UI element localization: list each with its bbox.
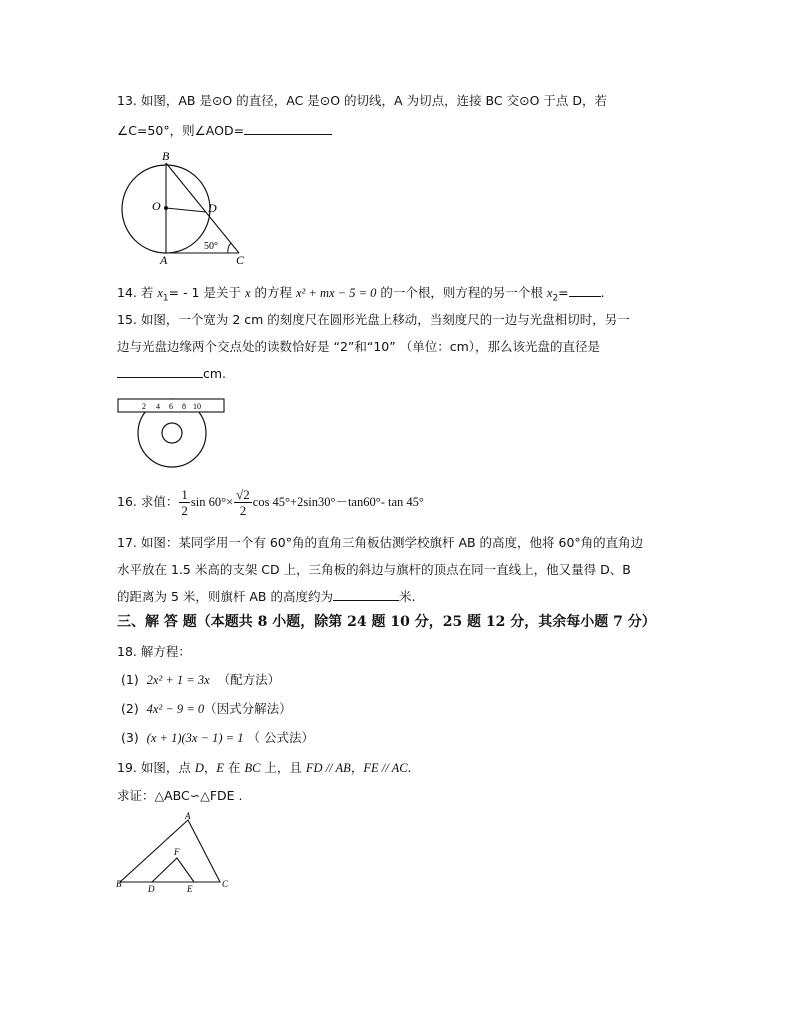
q19-on: 上，且 xyxy=(260,760,306,775)
q18-item2-eq: 4x² − 9 = 0 xyxy=(146,702,205,716)
q18-item3-num: (3) xyxy=(121,730,139,745)
section3-heading: 三、解 答 题（本题共 8 小题，除第 24 题 10 分，25 题 12 分，其余每小题 7 分） xyxy=(117,614,656,630)
q13-answer-blank xyxy=(244,121,332,135)
q19-in: 在 xyxy=(224,760,245,775)
q13-label-O: O xyxy=(152,199,161,213)
q13-label-B: B xyxy=(162,149,170,163)
q17-line2: 水平放在 1.5 米高的支架 CD 上，三角板的斜边与旗杆的顶点在同一直线上，他又量得 D、B xyxy=(117,562,631,577)
q13-angle-arc xyxy=(228,243,231,253)
q13-line2-text: ∠C=50°，则∠AOD= xyxy=(117,123,245,138)
q15-unit: cm. xyxy=(203,366,227,381)
q15-tick-10: 10 xyxy=(193,402,201,411)
q19-sep: ， xyxy=(350,760,364,775)
q18-title: 18. 解方程： xyxy=(117,644,191,659)
q19-comma: ， xyxy=(203,760,217,775)
q15-tick-2: 2 xyxy=(142,402,146,411)
q13-figure xyxy=(118,148,258,267)
q19-BC: BC xyxy=(244,761,261,775)
q13-label-C: C xyxy=(236,253,245,267)
q16-f1-num: 1 xyxy=(181,487,188,502)
q19-label-A: A xyxy=(185,811,191,821)
q14-eqsign: = xyxy=(558,285,569,300)
q13-label-A: A xyxy=(160,253,168,267)
q13-line-BC xyxy=(166,163,239,253)
q18-item1-num: (1) xyxy=(121,672,139,687)
q19-line1 xyxy=(117,759,412,777)
q17-line3-prefix: 的距离为 5 米，则旗杆 AB 的高度约为 xyxy=(117,589,333,604)
q14-sub1: 1 xyxy=(162,293,169,304)
q13-line1: 13. 如图，AB 是⊙O 的直径，AC 是⊙O 的切线，A 为切点，连接 BC 交⊙O 于点 D，若 xyxy=(117,93,607,108)
q15-line3 xyxy=(117,364,226,383)
q15-line2: 边与光盘边缘两个交点处的读数恰好是 “2”和“10” （单位：cm），那么该光盘的直径是 xyxy=(117,339,601,354)
q18-item-1 xyxy=(121,671,280,689)
q15-tick-4: 4 xyxy=(156,402,160,411)
q19-label-F: F xyxy=(174,847,180,857)
q18-item3-method: （ 公式法） xyxy=(247,730,314,745)
q19-E: E xyxy=(216,761,225,775)
q14-prefix: 14. 若 xyxy=(117,285,158,300)
q18-item2-num: (2) xyxy=(121,701,139,716)
q19-triangle-ABC xyxy=(120,820,220,882)
q19-end: . xyxy=(407,760,412,775)
q14-xvar: x xyxy=(244,286,251,300)
q13-line2 xyxy=(117,121,332,140)
q19-cond1: FD // AB xyxy=(305,761,351,775)
q13-label-D: D xyxy=(208,201,217,215)
q14-x2: x xyxy=(546,286,553,300)
q15-disc-inner xyxy=(162,423,182,443)
q19-label-B: B xyxy=(116,879,122,889)
q14-line xyxy=(117,283,605,308)
q13-center-dot xyxy=(164,206,168,210)
q17-line3 xyxy=(117,587,415,606)
q15-tick-6: 6 xyxy=(169,402,173,411)
q14-suffix: 的一个根，则方程的另一个根 xyxy=(376,285,547,300)
q16-fraction-root2 xyxy=(234,487,252,518)
q19-label-D: D xyxy=(148,884,155,894)
q14-equation: x² + mx − 5 = 0 xyxy=(295,286,377,300)
q19-D: D xyxy=(194,761,204,775)
q14-sub2: 2 xyxy=(552,293,559,304)
q19-cond2: FE // AC xyxy=(363,761,408,775)
q15-figure xyxy=(118,397,228,469)
q19-label-C: C xyxy=(222,879,229,889)
q15-answer-blank xyxy=(117,364,203,378)
q16-f1-den: 2 xyxy=(181,503,188,518)
q13-radius-OD xyxy=(166,208,206,212)
q15-line1: 15. 如图，一个宽为 2 cm 的刻度尺在圆形光盘上移动，当刻度尺的一边与光盘相切时，另一 xyxy=(117,312,630,327)
q19-line2: 求证：△ABC∽△FDE . xyxy=(117,788,243,803)
q18-item-3 xyxy=(121,729,314,747)
q16-part2: cos 45°+2sin30°－tan60°- tan 45° xyxy=(252,495,424,509)
q16-line xyxy=(117,484,424,520)
q16-prefix: 16. 求值： xyxy=(117,494,179,509)
q18-item3-eq: (x + 1)(3x − 1) = 1 xyxy=(146,731,244,745)
q15-tick-8: 8 xyxy=(182,402,186,411)
q18-item2-method: （因式分解法） xyxy=(204,701,292,716)
q17-line1: 17. 如图：某同学用一个有 60°角的直角三角板估测学校旗杆 AB 的高度，他将 60°角的直角边 xyxy=(117,535,644,550)
q13-label-angle: 50° xyxy=(204,241,218,252)
q17-unit: 米. xyxy=(398,589,416,604)
q16-f2-num: √2 xyxy=(236,487,250,502)
q16-part1: sin 60°× xyxy=(190,495,234,509)
q19-prefix: 19. 如图，点 xyxy=(117,760,195,775)
q16-f2-den: 2 xyxy=(239,503,247,518)
q18-item1-method: （配方法） xyxy=(217,672,281,687)
q14-mid: 的方程 xyxy=(250,285,296,300)
q19-figure xyxy=(116,812,236,894)
q17-answer-blank xyxy=(333,587,399,601)
q14-answer-blank xyxy=(569,283,601,297)
q14-end: . xyxy=(600,285,605,300)
q14-value: = - 1 是关于 xyxy=(168,285,245,300)
q18-item1-eq: 2x² + 1 = 3x xyxy=(146,673,210,687)
q19-label-E: E xyxy=(187,884,193,894)
q16-fraction-half xyxy=(179,487,190,518)
q19-triangle-FDE xyxy=(152,858,194,882)
q14-x1: x xyxy=(157,286,163,300)
q18-item-2 xyxy=(121,700,292,718)
